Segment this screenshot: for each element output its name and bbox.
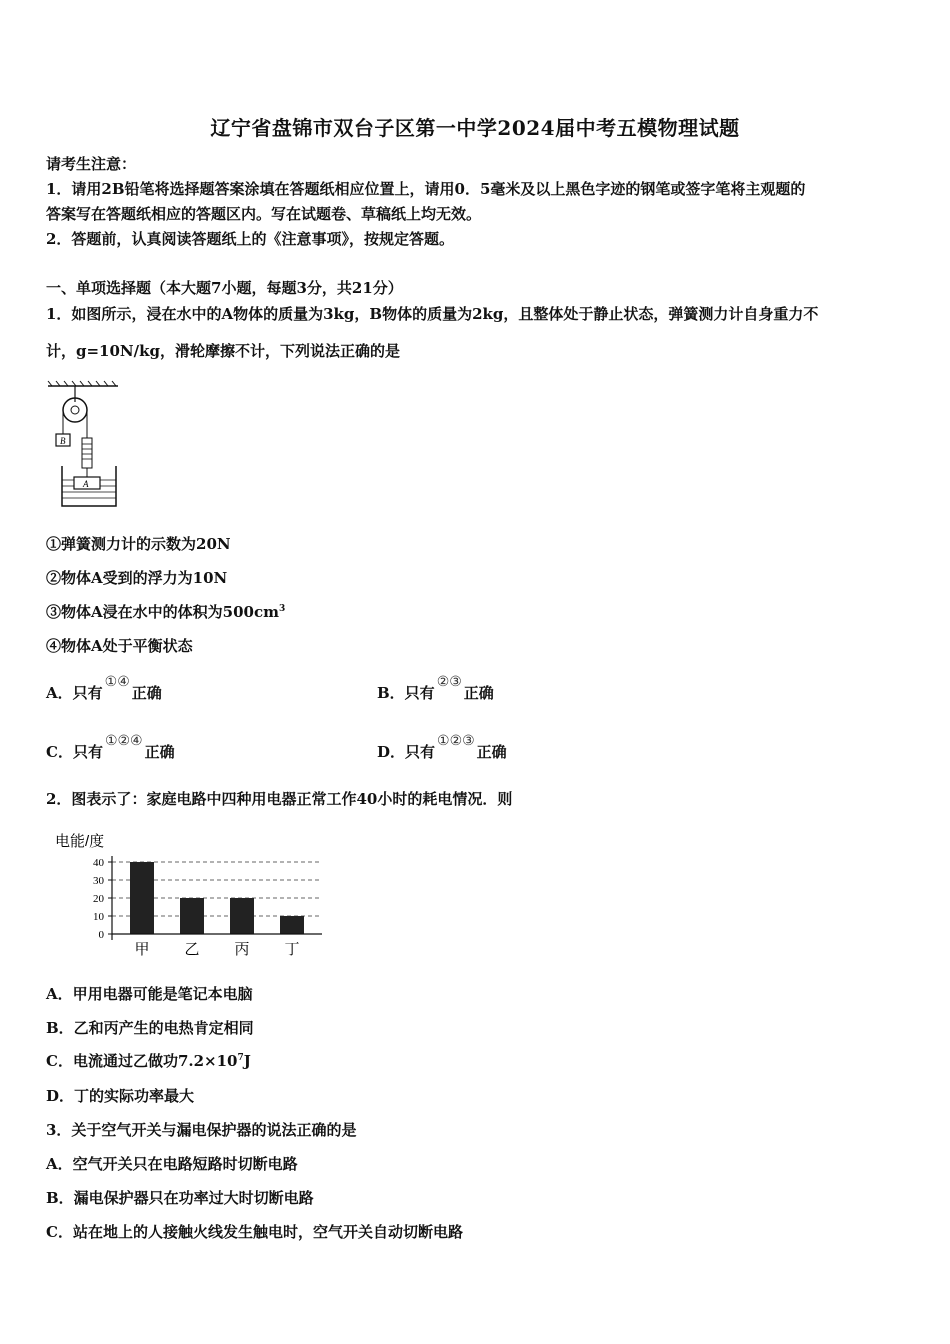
- q2-option-d[interactable]: D．丁的实际功率最大: [46, 1087, 195, 1105]
- category-label-2: 丙: [234, 940, 250, 958]
- ytick-label-1: 10: [93, 911, 104, 923]
- q1-d-circ: ①②③: [437, 733, 475, 749]
- q1-b-pre: B．只有: [377, 684, 435, 702]
- notice-heading: 请考生注意：: [46, 155, 137, 173]
- section-heading: 一、单项选择题（本大题7小题，每题3分，共21分）: [46, 279, 403, 297]
- q3-option-c[interactable]: C．站在地上的人接触火线发生触电时，空气开关自动切断电路: [46, 1223, 463, 1241]
- q1-c-circ: ①②④: [104, 733, 143, 749]
- q2-option-a[interactable]: A．甲用电器可能是笔记本电脑: [46, 985, 253, 1003]
- energy-bar-chart: [50, 828, 335, 963]
- q3-option-b[interactable]: B．漏电保护器只在功率过大时切断电路: [46, 1189, 314, 1207]
- q2-c-text: C．电流通过乙做功7.2×10: [46, 1052, 238, 1070]
- exam-title: 辽宁省盘锦市双台子区第一中学2024届中考五模物理试题: [210, 116, 740, 140]
- notice-line-1b: 答案写在答题纸相应的答题区内。写在试题卷、草稿纸上均无效。: [46, 205, 482, 223]
- chart-yticks: [93, 857, 112, 941]
- q1-option-d[interactable]: [377, 733, 507, 762]
- category-label-3: 丁: [284, 940, 300, 958]
- bar-1: [180, 898, 204, 934]
- q1-b-circ: ②③: [436, 674, 462, 690]
- fig-label-a: A: [83, 479, 89, 489]
- fig-label-b: B: [60, 436, 66, 446]
- q1-option-a[interactable]: [46, 674, 162, 703]
- ytick-label-4: 40: [93, 857, 104, 869]
- q1-a-post: 正确: [131, 684, 162, 702]
- q1-stem-b: 计，g=10N/kg，滑轮摩擦不计，下列说法正确的是: [46, 342, 401, 360]
- chart-categories: [134, 940, 299, 958]
- q2-option-c[interactable]: [46, 1050, 251, 1071]
- q2-c-sup: 7: [237, 1053, 244, 1063]
- q1-d-post: 正确: [476, 743, 507, 761]
- q2-option-b[interactable]: B．乙和丙产生的电热肯定相同: [46, 1019, 254, 1037]
- q1-d-pre: D．只有: [377, 743, 436, 761]
- q2-c-end: J: [243, 1052, 251, 1070]
- q3-stem: 3．关于空气开关与漏电保护器的说法正确的是: [46, 1121, 357, 1139]
- q1-statement-1: ①弹簧测力计的示数为20N: [46, 535, 231, 553]
- q1-statement-4: ④物体A处于平衡状态: [46, 637, 193, 655]
- q2-stem: 2．图表示了：家庭电路中四种用电器正常工作40小时的耗电情况．则: [46, 790, 513, 808]
- q1-statement-3: [46, 601, 285, 622]
- category-label-1: 乙: [184, 940, 200, 958]
- bar-3: [280, 916, 304, 934]
- q1-a-pre: A．只有: [46, 684, 103, 702]
- q1-option-b[interactable]: [377, 674, 494, 703]
- notice-line-2: 2．答题前，认真阅读答题纸上的《注意事项》，按规定答题。: [46, 230, 454, 248]
- q3-option-a[interactable]: A．空气开关只在电路短路时切断电路: [46, 1155, 298, 1173]
- q1-c-pre: C．只有: [46, 743, 103, 761]
- bar-0: [130, 862, 154, 934]
- q1-b-post: 正确: [463, 684, 494, 702]
- q1-c-post: 正确: [144, 743, 175, 761]
- ytick-label-0: 0: [98, 929, 104, 941]
- bar-2: [230, 898, 254, 934]
- notice-line-1a: 1．请用2B铅笔将选择题答案涂填在答题纸相应位置上，请用0．5毫米及以上黑色字迹的钢笔或签字笔将主观题的: [46, 180, 806, 198]
- q1-option-c[interactable]: [46, 733, 175, 762]
- chart-ylabel: 电能/度: [55, 833, 105, 850]
- q1-statement-2: ②物体A受到的浮力为10N: [46, 569, 228, 587]
- category-label-0: 甲: [134, 940, 150, 958]
- q1-a-circ: ①④: [104, 674, 130, 690]
- ytick-label-2: 20: [93, 893, 104, 905]
- q1-s3-sup: 3: [278, 604, 286, 614]
- q1-s3-text: ③物体A浸在水中的体积为500cm: [46, 603, 279, 621]
- pulley-diagram: [44, 380, 124, 510]
- ytick-label-3: 30: [93, 875, 104, 887]
- q1-stem-a: 1．如图所示，浸在水中的A物体的质量为3kg，B物体的质量为2kg，且整体处于静止状态，弹簧测力计自身重力不: [46, 305, 819, 323]
